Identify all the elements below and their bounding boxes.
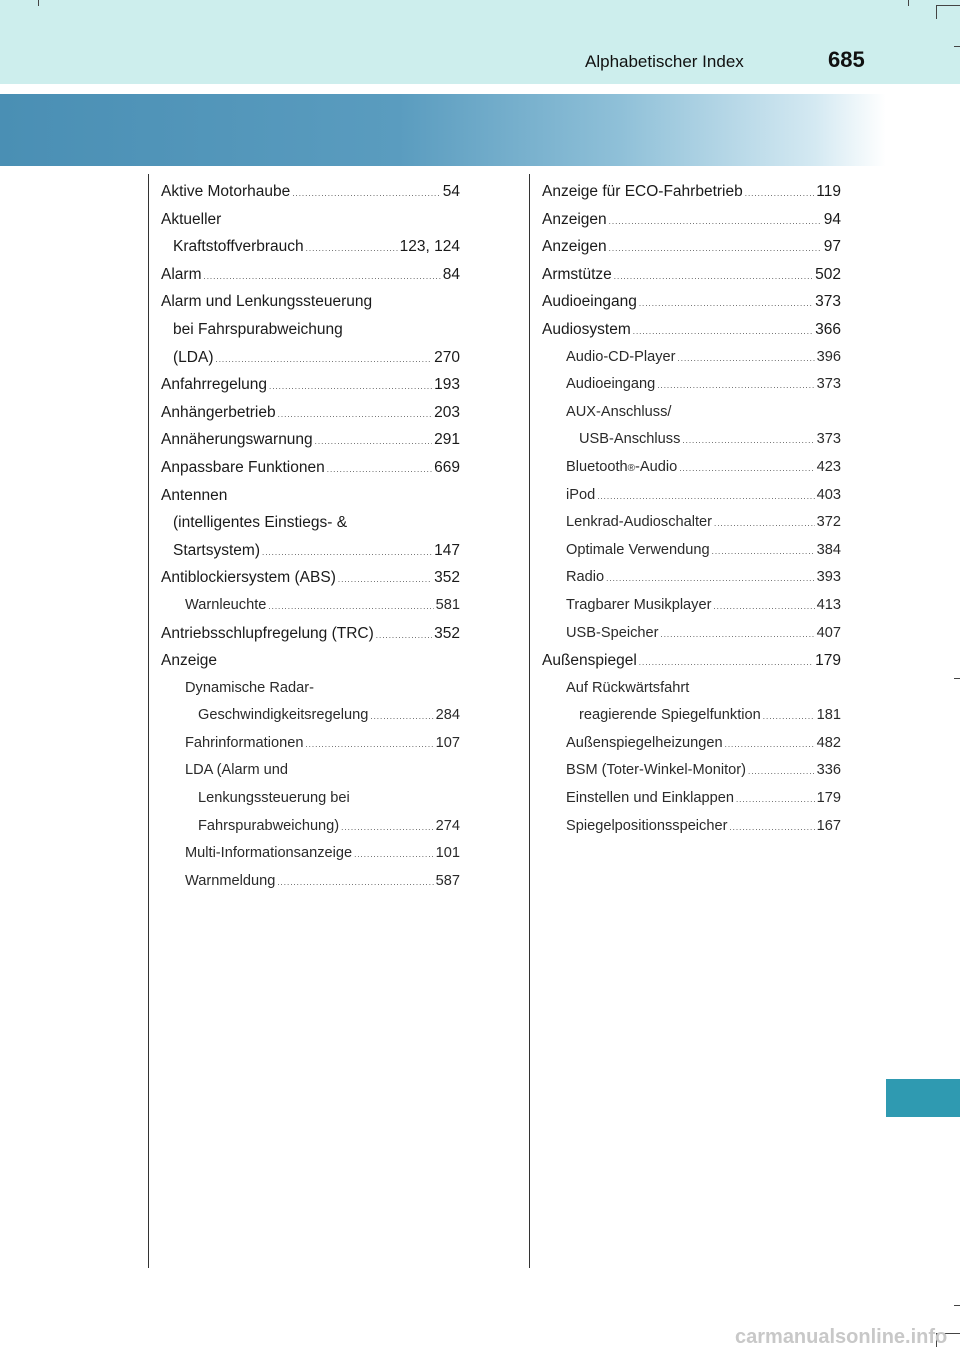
index-entry-label: bei Fahrspurabweichung [173, 320, 343, 338]
index-entry-r13 [542, 514, 841, 542]
leader-dots [268, 602, 433, 611]
index-entry-label: Tragbarer Musikplayer [566, 596, 712, 613]
index-entry-label: Auf Rückwärtsfahrt [566, 679, 690, 696]
leader-dots [633, 327, 813, 336]
index-entry-l1 [161, 183, 460, 211]
leader-dots [725, 740, 815, 749]
index-entry-r20 [542, 707, 841, 735]
index-entry-label: Spiegelpositionsspeicher [566, 817, 728, 834]
index-entry-r23 [542, 790, 841, 818]
leader-dots [315, 437, 432, 446]
index-page-ref[interactable]: 384 [816, 541, 841, 558]
index-page-ref[interactable]: 167 [816, 817, 841, 834]
index-page-ref[interactable]: 396 [816, 348, 841, 365]
page-title: Alphabetischer Index [585, 52, 744, 71]
registered-mark: ® [627, 462, 636, 474]
index-entry-label: Audiosystem [542, 320, 631, 338]
index-entry-r10 [542, 431, 841, 459]
index-entry-l19 [161, 680, 460, 708]
index-page-ref[interactable]: 407 [816, 624, 841, 641]
index-entry-r7 [542, 349, 841, 377]
index-entry-label: Anzeige für ECO-Fahrbetrieb [542, 183, 743, 200]
index-entry-label: BSM (Toter-Winkel-Monitor) [566, 762, 747, 779]
index-page-ref[interactable]: 336 [816, 762, 841, 779]
index-entry-r5 [542, 293, 841, 321]
index-page-ref[interactable]: 291 [434, 431, 460, 449]
index-entry-label: Audio-CD-Player [566, 348, 676, 365]
index-entry-l10 [161, 431, 460, 459]
index-entry-r14 [542, 542, 841, 570]
leader-dots [745, 189, 815, 198]
leader-dots [609, 217, 822, 226]
index-entry-l16 [161, 597, 460, 625]
column-rule-left [148, 174, 149, 1268]
index-entry-label: (LDA) [173, 348, 214, 366]
index-entry-r15 [542, 569, 841, 597]
leader-dots [292, 189, 441, 198]
index-entry-r8 [542, 376, 841, 404]
index-page-ref[interactable]: 101 [435, 845, 460, 862]
index-entry-l26 [161, 873, 460, 901]
index-entry-r2 [542, 211, 841, 239]
index-entry-label: Antiblockiersystem (ABS) [161, 569, 336, 587]
index-page-ref[interactable]: 373 [816, 431, 841, 448]
leader-dots [597, 492, 814, 501]
index-entry-label: Anzeigen [542, 210, 607, 228]
index-page-ref[interactable]: 123, 124 [399, 238, 460, 256]
leader-dots [679, 464, 814, 473]
index-entry-label: Fahrinformationen [185, 734, 304, 751]
leader-dots [278, 410, 433, 419]
index-entry-l8 [161, 376, 460, 404]
index-entry-l18 [161, 652, 460, 680]
index-entry-l21 [161, 735, 460, 763]
index-page-ref[interactable]: 352 [434, 624, 460, 642]
index-entry-label: (intelligentes Einstiegs- & [173, 514, 348, 532]
index-page-ref[interactable]: 372 [816, 514, 841, 531]
index-entry-label: Fahrspurabweichung) [198, 817, 340, 834]
index-entry-r19 [542, 680, 841, 708]
leader-dots [763, 712, 815, 721]
index-page-ref[interactable]: 147 [434, 541, 460, 559]
leader-dots [614, 272, 813, 281]
index-entry-label: iPod [566, 486, 596, 503]
leader-dots [269, 382, 432, 391]
index-page-ref[interactable]: 413 [816, 596, 841, 613]
leader-dots [262, 548, 432, 557]
index-entry-r21 [542, 735, 841, 763]
index-entry-label: Annäherungswarnung [161, 431, 313, 449]
header-gradient-bar [0, 94, 886, 166]
index-entry-label: Anzeige [161, 652, 218, 670]
index-entry-r6 [542, 321, 841, 349]
index-entry-label: Lenkungssteuerung bei [198, 790, 350, 807]
leader-dots [203, 272, 440, 281]
index-page-ref[interactable]: 203 [434, 403, 460, 421]
index-entry-l24 [161, 818, 460, 846]
index-page-ref[interactable]: 179 [816, 790, 841, 807]
index-entry-label: Anpassbare Funktionen [161, 458, 325, 476]
leader-dots [639, 658, 813, 667]
index-entry-label: Audioeingang [566, 376, 656, 393]
index-entry-label: Radio [566, 569, 605, 586]
index-page-ref[interactable]: 352 [434, 569, 460, 587]
index-entry-r24 [542, 818, 841, 846]
leader-dots [729, 823, 814, 832]
index-entry-label: Kraftstoffverbrauch [173, 238, 304, 256]
index-page-ref[interactable]: 94 [823, 210, 841, 228]
index-entry-l9 [161, 404, 460, 432]
index-entry-label: Einstellen und Einklappen [566, 790, 734, 807]
crop-mark [954, 46, 960, 47]
index-page-ref[interactable]: 669 [434, 458, 460, 476]
index-entry-l17 [161, 625, 460, 653]
leader-dots [305, 740, 433, 749]
column-rule-right [529, 174, 530, 1268]
index-entry-label: Startsystem) [173, 541, 260, 559]
header-band [0, 0, 960, 84]
index-entry-l20 [161, 707, 460, 735]
index-entry-label: Aktueller [161, 210, 222, 228]
index-entry-r3 [542, 238, 841, 266]
index-entry-l14 [161, 542, 460, 570]
index-entry-label: Außenspiegelheizungen [566, 734, 723, 751]
index-entry-r11 [542, 459, 841, 487]
leader-dots [736, 795, 815, 804]
chapter-tab[interactable] [886, 1079, 960, 1117]
leader-dots [306, 244, 398, 253]
index-entry-label: Optimale Verwendung [566, 541, 710, 558]
index-page-ref[interactable]: 581 [435, 596, 460, 613]
index-entry-label: reagierende Spiegelfunktion [579, 707, 761, 724]
index-page-ref[interactable]: 179 [815, 652, 841, 670]
index-page-ref[interactable]: 366 [815, 320, 841, 338]
index-page-ref[interactable]: 119 [816, 183, 841, 200]
watermark-logo: carmanualsonline.info [735, 1326, 948, 1348]
index-entry-label: Multi-Informationsanzeige [185, 845, 353, 862]
index-entry-l7 [161, 349, 460, 377]
index-page-ref[interactable]: 97 [823, 238, 841, 256]
leader-dots [277, 878, 433, 887]
leader-dots [606, 574, 815, 583]
index-entry-r17 [542, 625, 841, 653]
crop-mark [954, 678, 960, 679]
crop-mark [908, 0, 909, 6]
leader-dots [376, 631, 432, 640]
index-page-ref[interactable]: 270 [434, 348, 460, 366]
index-entry-r22 [542, 762, 841, 790]
index-entry-label: Dynamische Radar- [185, 679, 314, 696]
index-page-ref[interactable]: 373 [815, 293, 841, 311]
crop-mark [936, 5, 937, 19]
index-entry-label: Audioeingang [542, 293, 637, 311]
index-entry-l23 [161, 790, 460, 818]
index-entry-label: USB-Speicher [566, 624, 659, 641]
leader-dots [712, 547, 815, 556]
crop-mark [936, 5, 960, 6]
leader-dots [714, 519, 815, 528]
index-entry-l3 [161, 238, 460, 266]
index-entry-l5 [161, 293, 460, 321]
index-entry-label: Antriebsschlupfregelung (TRC) [161, 624, 374, 642]
index-entry-r1 [542, 183, 841, 211]
leader-dots [215, 355, 432, 364]
index-entry-r16 [542, 597, 841, 625]
index-entry-label: LDA (Alarm und [185, 762, 289, 779]
index-entry-l15 [161, 569, 460, 597]
leader-dots [354, 850, 434, 859]
index-entry-label: Geschwindigkeitsregelung [198, 707, 369, 724]
leader-dots [639, 299, 813, 308]
index-entry-l22 [161, 762, 460, 790]
index-entry-r9 [542, 404, 841, 432]
leader-dots [660, 630, 814, 639]
page-number: 685 [828, 47, 865, 72]
index-entry-label: USB-Anschluss [579, 431, 681, 448]
index-entry-label: Bluetooth [566, 458, 628, 475]
index-page-ref[interactable]: 393 [816, 569, 841, 586]
leader-dots [682, 436, 814, 445]
index-entry-label: Warnmeldung [185, 872, 276, 889]
index-entry-r18 [542, 652, 841, 680]
index-entry-label: Lenkrad-Audioschalter [566, 514, 713, 531]
leader-dots [338, 575, 432, 584]
index-entry-r12 [542, 487, 841, 515]
index-entry-l6 [161, 321, 460, 349]
index-page-ref[interactable]: 587 [435, 872, 460, 889]
index-page-ref[interactable]: 107 [435, 734, 460, 751]
leader-dots [748, 767, 815, 776]
index-entry-label: Antennen [161, 486, 228, 504]
leader-dots [657, 381, 814, 390]
crop-mark [38, 0, 39, 6]
index-page-ref[interactable]: 482 [816, 734, 841, 751]
index-entry-l12 [161, 487, 460, 515]
index-column-right [542, 183, 841, 845]
index-column-left [161, 183, 460, 900]
index-page-ref[interactable]: 54 [442, 183, 460, 200]
index-entry-label: Anhängerbetrieb [161, 403, 276, 421]
index-page-ref[interactable]: 373 [816, 376, 841, 393]
index-page-ref[interactable]: 502 [815, 265, 841, 283]
index-entry-label: Außenspiegel [542, 652, 637, 670]
index-entry-label: Aktive Motorhaube [161, 183, 291, 200]
leader-dots [713, 602, 814, 611]
index-entry-l4 [161, 266, 460, 294]
leader-dots [327, 465, 432, 474]
index-entry-label: Alarm und Lenkungssteuerung [161, 293, 373, 311]
index-entry-l25 [161, 845, 460, 873]
leader-dots [341, 823, 433, 832]
leader-dots [370, 712, 433, 721]
index-entry-label: AUX-Anschluss/ [566, 403, 672, 420]
leader-dots [678, 354, 815, 363]
index-page-ref[interactable]: 423 [816, 458, 841, 475]
index-page-ref[interactable]: 274 [435, 817, 460, 834]
index-entry-l2 [161, 211, 460, 239]
index-page-ref[interactable]: 403 [816, 486, 841, 503]
index-entry-label: Anzeigen [542, 238, 607, 256]
index-page-ref[interactable]: 84 [442, 265, 460, 283]
index-entry-label: Alarm [161, 265, 202, 283]
index-entry-label: Armstütze [542, 265, 612, 283]
index-entry-l11 [161, 459, 460, 487]
index-entry-label: Anfahrregelung [161, 376, 267, 394]
index-entry-r4 [542, 266, 841, 294]
index-page-ref[interactable]: 284 [435, 707, 460, 724]
leader-dots [609, 244, 822, 253]
crop-mark [954, 1305, 960, 1306]
index-entry-label-suffix: -Audio [635, 458, 678, 475]
index-page-ref[interactable]: 181 [816, 707, 841, 724]
index-entry-l13 [161, 514, 460, 542]
index-entry-label: Warnleuchte [185, 596, 267, 613]
index-page-ref[interactable]: 193 [434, 376, 460, 394]
